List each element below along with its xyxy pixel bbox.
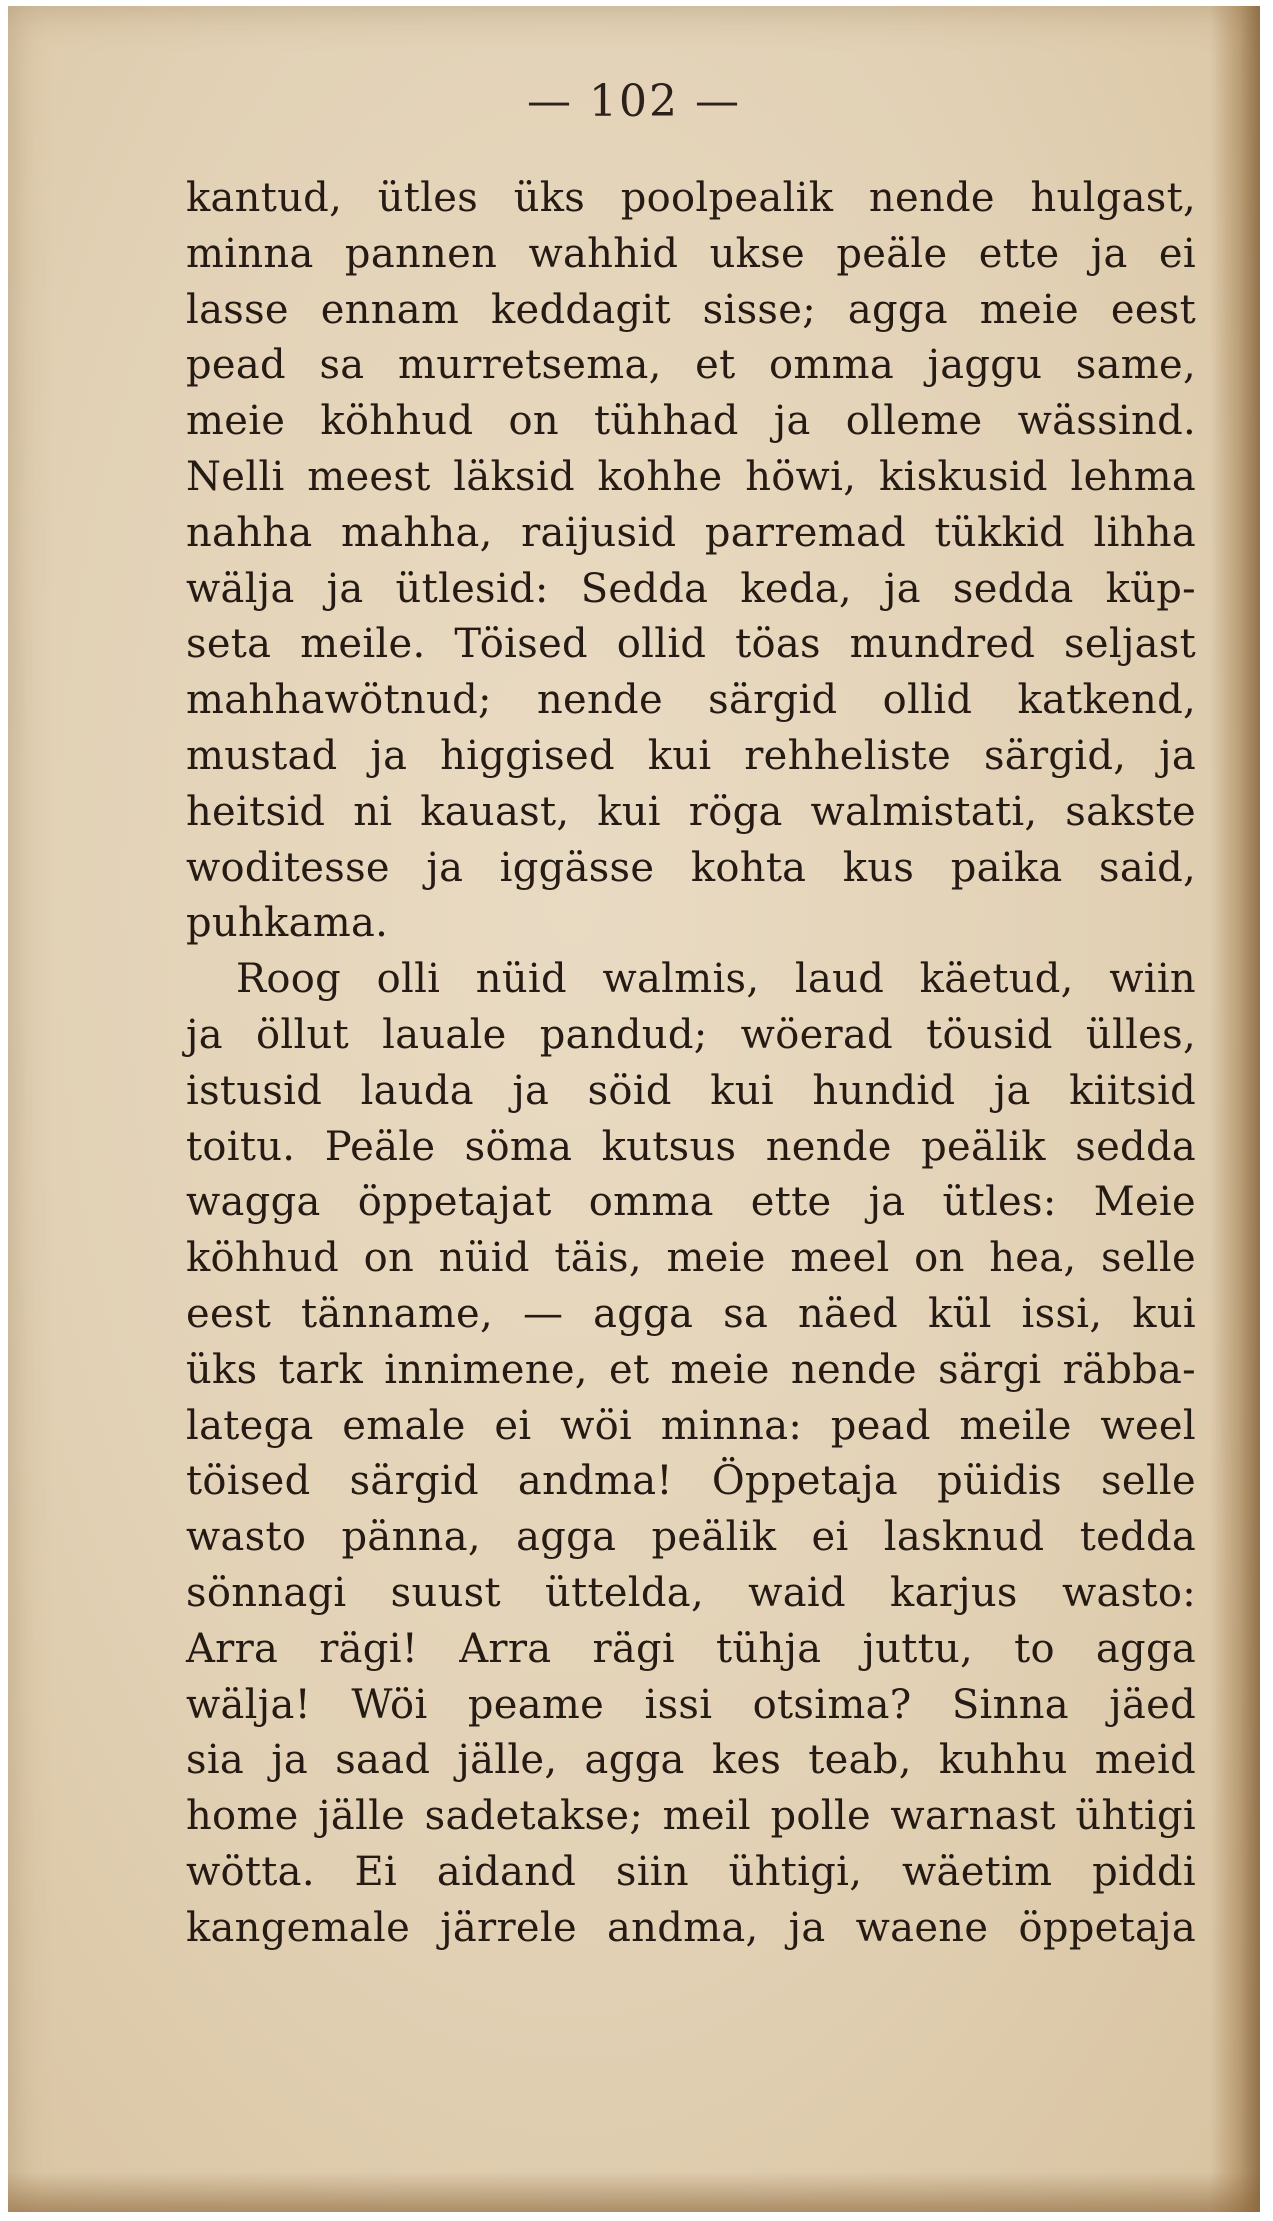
text-line: Roog olli nüid walmis, laud käetud, wiin [236,956,1196,1003]
page-number-header: — 102 — [527,76,741,127]
page-bottom-shadow [8,2172,1260,2212]
text-line: pead sa murretsema, et omma jaggu same, [186,342,1196,389]
text-line: toitu. Peäle söma kutsus nende peälik sedda [186,1123,1196,1170]
text-line: Nelli meest läksid kohhe höwi, kiskusid lehma [186,453,1196,500]
text-line: puhkama. [186,900,389,947]
text-line: wälja ja ütlesid: Sedda keda, ja sedda küp- [186,565,1196,612]
text-line: meie köhhud on tühhad ja olleme wässind. [186,398,1196,445]
text-line: nahha mahha, raijusid parremad tükkid lihha [186,509,1196,556]
text-line: minna pannen wahhid ukse peäle ette ja ei [186,230,1196,277]
book-page [8,6,1260,2212]
text-line: wasto pänna, agga peälik ei lasknud tedda [186,1514,1196,1561]
text-line: ja öllut lauale pandud; wöerad töusid ülles, [186,1011,1196,1058]
text-line: woditesse ja iggässe kohta kus paika said, [186,844,1196,891]
text-line: seta meile. Töised ollid töas mundred seljast [186,621,1196,668]
text-line: istusid lauda ja söid kui hundid ja kiitsid [186,1067,1196,1114]
text-line: mustad ja higgised kui rehheliste särgid, ja [186,732,1196,779]
text-line: kantud, ütles üks poolpealik nende hulgast, [186,175,1196,221]
text-line: wötta. Ei aidand siin ühtigi, wäetim piddi [186,1848,1196,1895]
text-line: wagga öppetajat omma ette ja ütles: Meie [186,1179,1196,1226]
text-line: eest tänname, — agga sa näed kül issi, kui [186,1290,1196,1337]
body-text [186,171,1196,1957]
text-line: Arra rägi! Arra rägi tühja juttu, to agga [186,1625,1196,1672]
text-line: mahhawötnud; nende särgid ollid katkend, [186,677,1196,724]
text-line: töised särgid andma! Öppetaja püidis selle [186,1458,1196,1505]
text-line: köhhud on nüid täis, meie meel on hea, selle [186,1235,1196,1282]
page-edge-shadow [1210,6,1260,2212]
text-line: wälja! Wöi peame issi otsima? Sinna jäed [186,1681,1196,1728]
text-line: sia ja saad jälle, agga kes teab, kuhhu meid [186,1737,1196,1784]
text-line: lasse ennam keddagit sisse; agga meie eest [186,286,1196,333]
text-line: üks tark innimene, et meie nende särgi räbba- [186,1346,1196,1393]
text-line: home jälle sadetakse; meil polle warnast ühtigi [186,1793,1196,1840]
text-line: heitsid ni kauast, kui röga walmistati, sakste [186,788,1196,835]
text-line: sönnagi suust üttelda, waid karjus wasto: [186,1569,1196,1616]
text-line: kangemale järrele andma, ja waene öppetaja [186,1904,1196,1951]
text-line: latega emale ei wöi minna: pead meile weel [186,1402,1196,1449]
